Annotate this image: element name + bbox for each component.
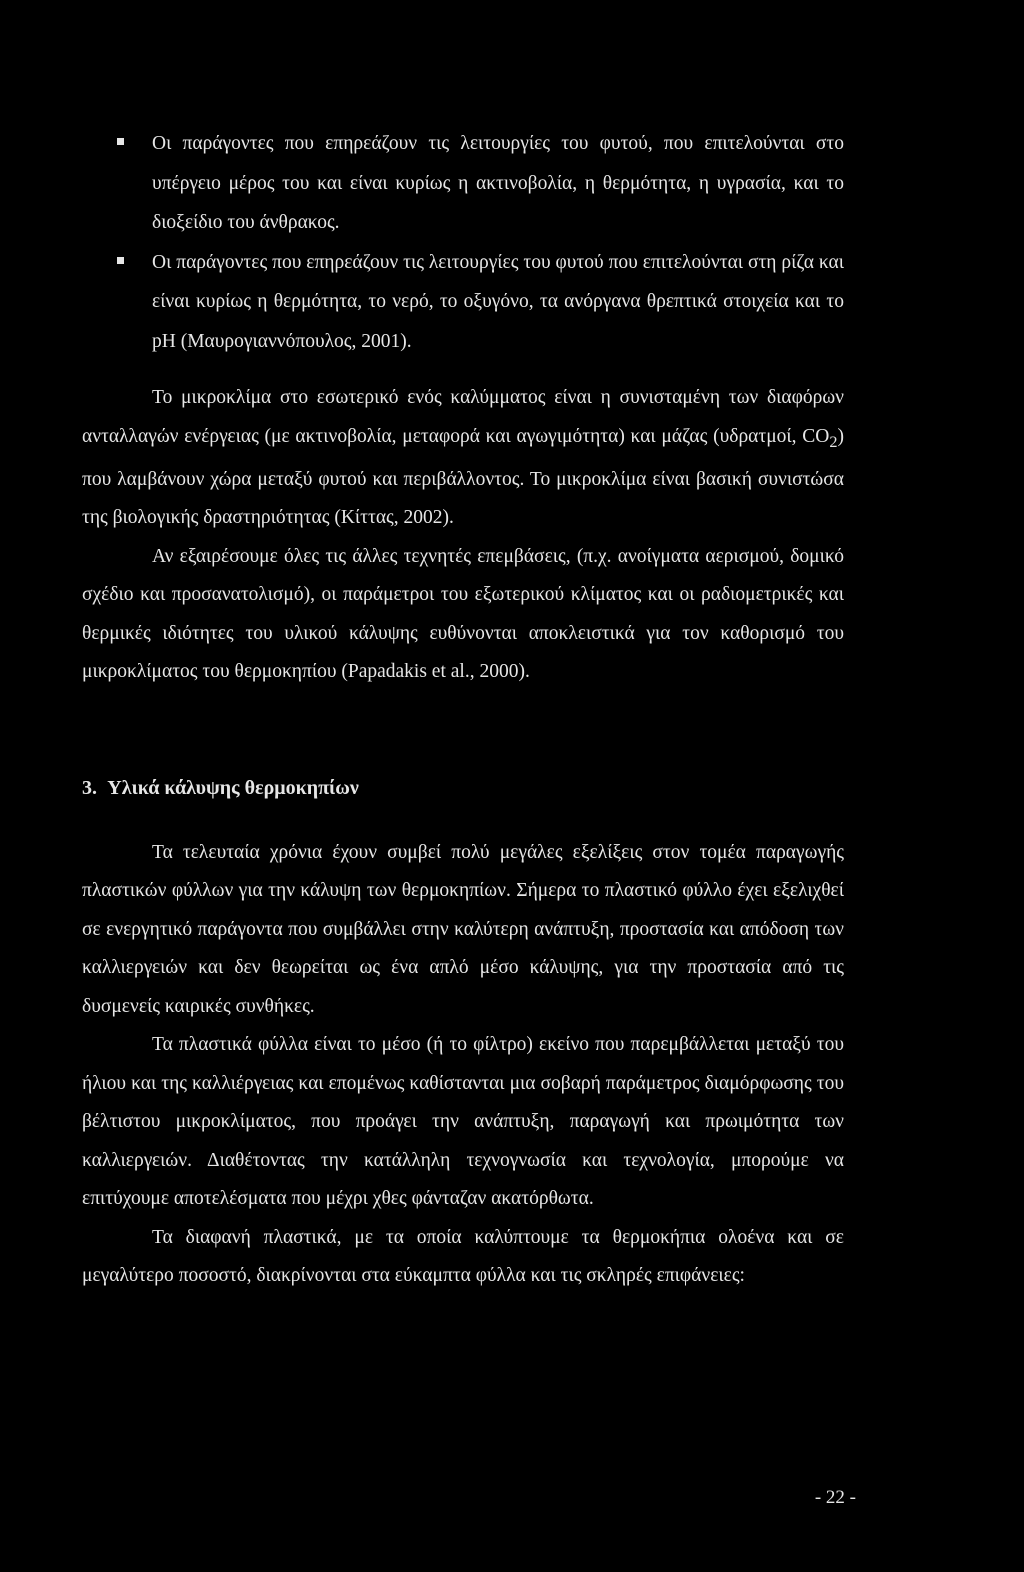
paragraph-transparent-plastics: Τα διαφανή πλαστικά, με τα οποία καλύπτουμε τα θερμοκήπια ολοένα και σε μεγαλύτερο ποσοστό, διακρίνονται στα εύκαμπτα φύλλα και τις σκληρές επιφάνειες: [82, 1226, 844, 1287]
square-bullet-icon [117, 138, 124, 145]
paragraph-microclimate [82, 379, 844, 538]
bullet-item-aerial-factors [82, 124, 844, 243]
section-number: 3. [82, 776, 97, 799]
paragraph-plastic-films-evolution: Τα τελευταία χρόνια έχουν συμβεί πολύ μεγάλες εξελίξεις στον τομέα παραγωγής πλαστικών φύλλων για την κάλυψη των θερμοκηπίων. Σήμερα το πλαστικό φύλλο έχει εξελιχθεί σε ενεργητικό παράγοντα που συμβάλλει στην καλύτερη ανάπτυξη, προστασία και απόδοση των καλλιεργειών και δεν θεωρείται ως ένα απλό μέσο κάλυψης, για την προστασία από τις δυσμενείς καιρικές συνθήκες. [82, 841, 844, 1017]
bullet-text: Οι παράγοντες που επηρεάζουν τις λειτουργίες του φυτού, που επιτελούνται στο υπέργειο μέρος του και είναι κυρίως η ακτινοβολία, η θερμότητα, η υγρασία, και το διοξείδιο του άνθρακος. [152, 133, 844, 233]
paragraph-plastic-films-filter: Τα πλαστικά φύλλα είναι το μέσο (ή το φίλτρο) εκείνο που παρεμβάλλεται μεταξύ του ήλιου και της καλλιέργειας και επομένως καθίστανται μια σοβαρή παράμετρος διαμόρφωσης του βέλτιστου μικροκλίματος, που προάγει την ανάπτυξη, παραγωγή και πρωιμότητα των καλλιεργειών. Διαθέτοντας την κατάλληλη τεχνογνωσία και τεχνολογία, μπορούμε να επιτύχουμε αποτελέσματα που μέχρι χθες φάνταζαν ακατόρθωτα. [82, 1034, 844, 1210]
bullet-list [82, 124, 844, 361]
microclimate-text-part2: ) που λαμβάνουν χώρα μεταξύ φυτού και περιβάλλοντος. Το μικροκλίμα είναι βασική συνιστώσα της βιολογικής δραστηριότητας (Κίττας, 2002). [82, 425, 844, 529]
page-content [82, 124, 844, 1296]
bullet-text: Οι παράγοντες που επηρεάζουν τις λειτουργίες του φυτού που επιτελούνται στη ρίζα και είναι κυρίως η θερμότητα, το νερό, το οξυγόνο, τα ανόργανα θρεπτικά στοιχεία και το pH (Μαυρογιαννόπουλος, 2001). [152, 251, 844, 352]
square-bullet-icon [117, 257, 124, 264]
co2-subscript: 2 [829, 432, 838, 451]
page-number: - 22 - [814, 1487, 856, 1508]
paragraph-external-climate: Αν εξαιρέσουμε όλες τις άλλες τεχνητές επεμβάσεις, (π.χ. ανοίγματα αερισμού, δομικό σχέδιο και προσανατολισμό), οι παράμετροι του εξωτερικού κλίματος και οι ραδιομετρικές και θερμικές ιδιότητες του υλικού κάλυψης ευθύνονται αποκλειστικά για τον καθορισμό του μικροκλίματος του θερμοκηπίου (Papadakis et al., 2000). [82, 545, 844, 683]
microclimate-text-part1: Το μικροκλίμα στο εσωτερικό ενός καλύμματος είναι η συνισταμένη των διαφόρων ανταλλαγών ενέργειας (με ακτινοβολία, μεταφορά και αγωγιμότητα) και μάζας (υδρατμοί, CO [82, 387, 844, 447]
section-heading [82, 768, 844, 808]
section-title: Υλικά κάλυψης θερμοκηπίων [107, 776, 359, 799]
bullet-item-root-factors [82, 243, 844, 362]
